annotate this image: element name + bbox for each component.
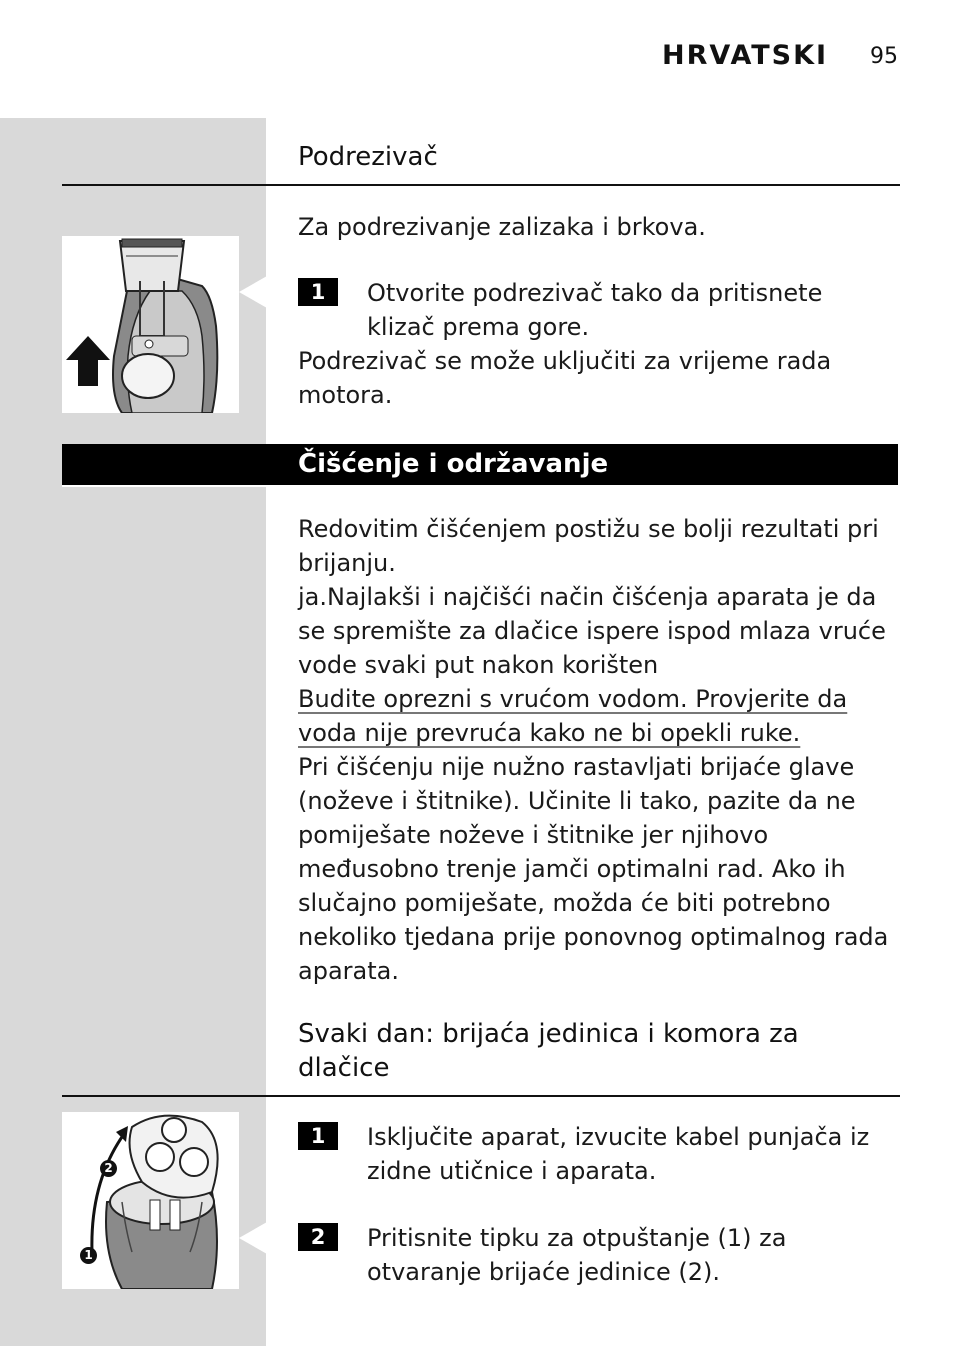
cleaning-paragraph-1: Redovitim čišćenjem postižu se bolji rezultati pri brijanju. (298, 515, 879, 577)
page-number: 95 (870, 44, 898, 69)
trimmer-illustration (62, 236, 239, 413)
daily-step-2 (298, 1221, 894, 1291)
figure-label-2: 2 (100, 1160, 117, 1177)
cleaning-paragraph-2: ja.Najlakši i najčišći način čišćenja aparata je da se spremište za dlačice ispere ispod mlaza vruće vode svaki put nakon korišten (298, 583, 886, 679)
daily-step-1 (298, 1120, 894, 1190)
step-text: Isključite aparat, izvucite kabel punjača iz zidne utičnice i aparata. (367, 1123, 870, 1185)
daily-section-title: Svaki dan: brijaća jedinica i komora za dlačice (298, 1019, 799, 1083)
shaver-trimmer-drawing (62, 236, 239, 413)
illustration-pointer (239, 276, 267, 308)
trimmer-note: Podrezivač se može uključiti za vrijeme rada motora. (298, 347, 832, 409)
hot-water-warning: Budite oprezni s vrućom vodom. Provjerite da voda nije prevruća kako ne bi opekli ruke. (298, 685, 848, 747)
section-rule (62, 1095, 900, 1097)
cleaning-section-bar (62, 444, 898, 487)
cleaning-body (298, 512, 890, 988)
header-language: HRVATSKI (662, 40, 829, 71)
trimmer-section-title: Podrezivač (298, 142, 438, 172)
cleaning-paragraph-3: Pri čišćenju nije nužno rastavljati brijaće glave (noževe i štitnike). Učinite li tako, pazite da ne pomiješate noževe i štitnike jer njihovo međusobno trenje jamči optimalni rad. Ako ih slučajno pomiješate, možda će biti potrebno nekoliko tjedana prije ponovnog optimalnog rada aparata. (298, 753, 889, 985)
cleaning-section-title: Čišćenje i održavanje (298, 449, 609, 479)
step-number-badge: 1 (298, 278, 338, 306)
section-rule (62, 184, 900, 186)
illustration-pointer (239, 1222, 267, 1254)
shaver-open-illustration (62, 1112, 239, 1289)
trimmer-step-1 (298, 276, 894, 346)
step-text: Otvorite podrezivač tako da pritisnete klizač prema gore. (367, 279, 823, 341)
step-text: Pritisnite tipku za otpuštanje (1) za otvaranje brijaće jedinice (2). (367, 1224, 787, 1286)
step-number-badge: 2 (298, 1223, 338, 1251)
step-number-badge: 1 (298, 1122, 338, 1150)
trimmer-intro: Za podrezivanje zalizaka i brkova. (298, 213, 706, 241)
figure-label-1: 1 (80, 1247, 97, 1264)
